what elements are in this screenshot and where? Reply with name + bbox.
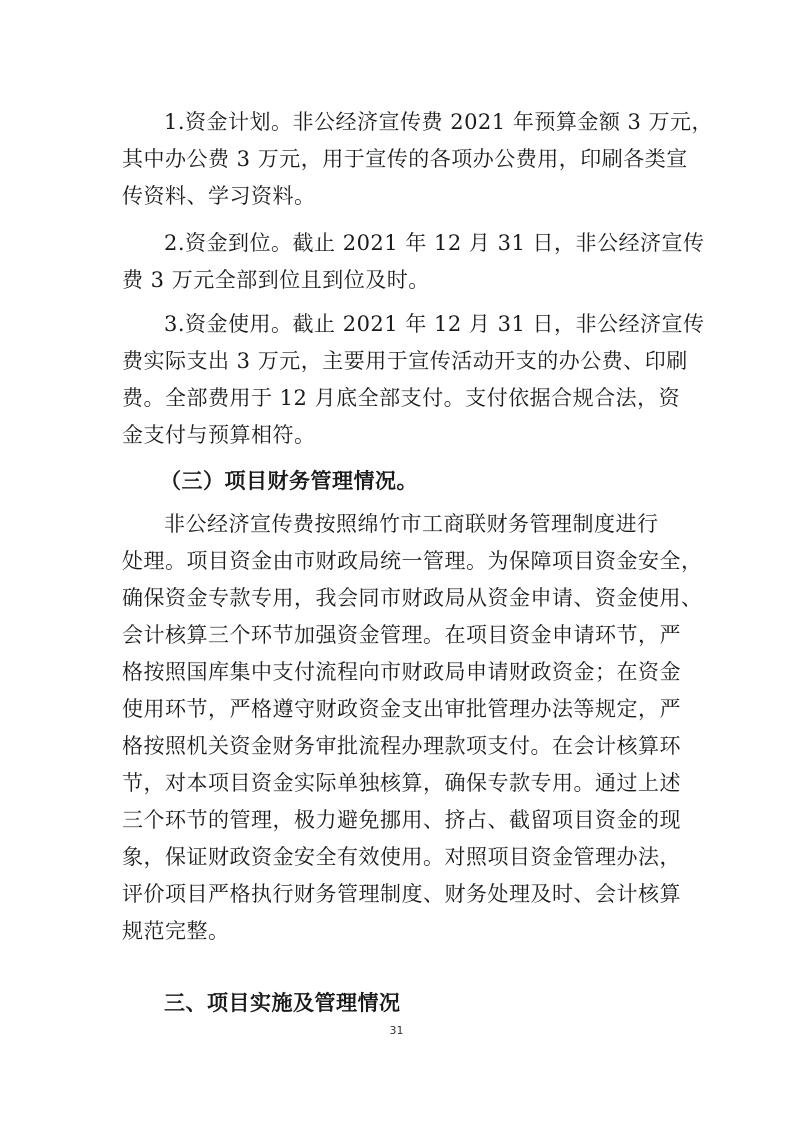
text-line: 确保资金专款专用，我会同市财政局从资金申请、资金使用、 [122,586,703,610]
heading-financial-management: （三）项目财务管理情况。 [160,468,418,493]
text-line: 费 3 万元全部到位且到位及时。 [122,268,430,292]
paragraph-fund-arrival [122,225,705,299]
text-line: 费。全部费用于 12 月底全部支付。支付依据合规合法，资 [122,386,681,410]
text-line: 处理。项目资金由市财政局统一管理。为保障项目资金安全， [122,549,703,573]
text-line: 传资料、学习资料。 [122,184,316,208]
page-number: 31 [389,1024,404,1037]
text-line: 评价项目严格执行财务管理制度、财务处理及时、会计核算 [122,882,681,906]
paragraph-fund-plan [122,104,714,215]
text-line: 三个环节的管理，极力避免挪用、挤占、截留项目资金的现 [122,808,681,832]
text-line: 象，保证财政资金安全有效使用。对照项目资金管理办法， [122,845,681,869]
text-line: 节，对本项目资金实际单独核算，确保专款专用。通过上述 [122,771,681,795]
text-line: 非公经济宣传费按照绵竹市工商联财务管理制度进行 [164,512,659,536]
text-line: 格按照机关资金财务审批流程办理款项支付。在会计核算环 [122,734,681,758]
text-line: 其中办公费 3 万元，用于宣传的各项办公费用，印刷各类宣 [122,147,688,171]
text-line: 3.资金使用。截止 2021 年 12 月 31 日，非公经济宣传 [164,312,705,336]
heading-project-implementation: 三、项目实施及管理情况 [164,990,401,1015]
paragraph-fund-usage [122,306,705,454]
text-line: 会计核算三个环节加强资金管理。在项目资金申请环节，严 [122,623,681,647]
paragraph-financial-management [122,506,703,950]
text-line: 1.资金计划。非公经济宣传费 2021 年预算金额 3 万元， [164,110,714,134]
text-line: 规范完整。 [122,919,230,943]
text-line: 使用环节，严格遵守财政资金支出审批管理办法等规定，严 [122,697,681,721]
text-line: 金支付与预算相符。 [122,423,316,447]
text-line: 格按照国库集中支付流程向市财政局申请财政资金；在资金 [122,660,681,684]
text-line: 费实际支出 3 万元，主要用于宣传活动开支的办公费、印刷 [122,349,688,373]
text-line: 2.资金到位。截止 2021 年 12 月 31 日，非公经济宣传 [164,231,705,255]
subsection-heading [122,462,672,499]
section-heading [122,984,672,1021]
